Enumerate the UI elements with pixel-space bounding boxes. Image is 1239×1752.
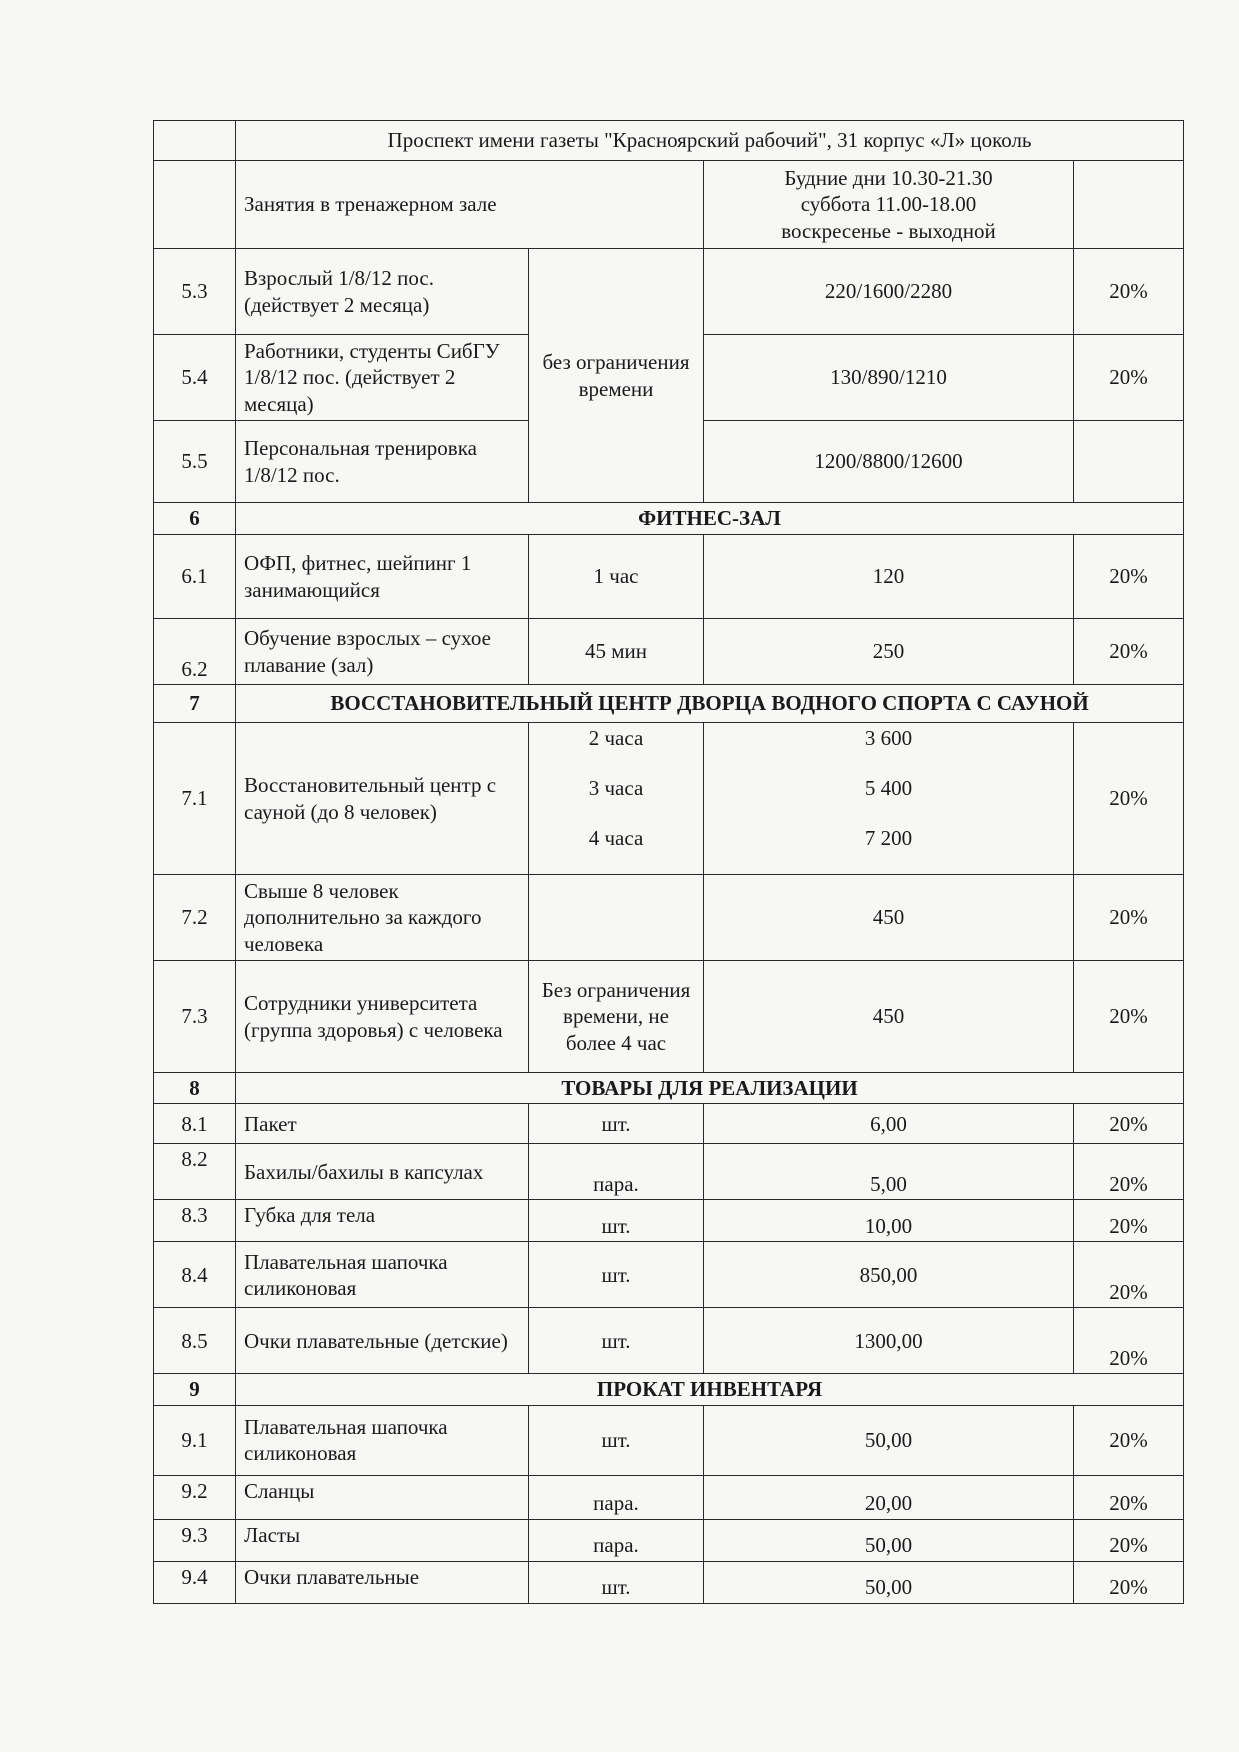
vat-rate: 20% [1074, 1200, 1184, 1242]
vat-rate: 20% [1074, 1405, 1184, 1475]
vat-rate: 20% [1074, 619, 1184, 685]
service-name: ОФП, фитнес, шейпинг 1 занимающийся [236, 535, 529, 619]
item-price: 50,00 [704, 1519, 1074, 1561]
table-row [154, 1308, 1184, 1374]
item-unit: шт. [529, 1561, 704, 1603]
section-row [154, 1073, 1184, 1104]
table-row [154, 1200, 1184, 1242]
empty-cell [154, 121, 236, 161]
section-title: ФИТНЕС-ЗАЛ [236, 503, 1184, 535]
service-price: 120 [704, 535, 1074, 619]
section-title: ВОССТАНОВИТЕЛЬНЫЙ ЦЕНТР ДВОРЦА ВОДНОГО СПОРТА С САУНОЙ [236, 685, 1184, 723]
vat-rate: 20% [1074, 1308, 1184, 1374]
service-unit: 45 мин [529, 619, 704, 685]
item-unit: шт. [529, 1242, 704, 1308]
item-unit: шт. [529, 1200, 704, 1242]
item-name: Пакет [236, 1104, 529, 1144]
table-row [154, 961, 1184, 1073]
row-number: 6.1 [154, 535, 236, 619]
row-number: 7.2 [154, 875, 236, 961]
item-unit: шт. [529, 1308, 704, 1374]
section-title: ПРОКАТ ИНВЕНТАРЯ [236, 1374, 1184, 1405]
vat-rate: 20% [1074, 1242, 1184, 1308]
vat-rate: 20% [1074, 1475, 1184, 1519]
item-price: 50,00 [704, 1405, 1074, 1475]
item-name: Плавательная шапочка силиконовая [236, 1405, 529, 1475]
table-row [154, 875, 1184, 961]
section-row [154, 1374, 1184, 1405]
table-row [154, 249, 1184, 335]
table-row [154, 1144, 1184, 1200]
service-name: Свыше 8 человек дополнительно за каждого человека [236, 875, 529, 961]
item-name: Очки плавательные (детские) [236, 1308, 529, 1374]
item-name: Ласты [236, 1519, 529, 1561]
hours-weekdays: Будние дни 10.30-21.30 [784, 166, 993, 191]
item-unit: пара. [529, 1519, 704, 1561]
row-number: 5.3 [154, 249, 236, 335]
hours-sunday: воскресенье - выходной [781, 218, 996, 243]
row-number: 6.2 [154, 619, 236, 685]
row-number: 8.3 [154, 1200, 236, 1242]
item-name: Бахилы/бахилы в капсулах [236, 1144, 529, 1200]
row-number: 7.1 [154, 723, 236, 875]
service-name: Работники, студенты СибГУ 1/8/12 пос. (действует 2 месяца) [236, 335, 529, 421]
service-price: 130/890/1210 [704, 335, 1074, 421]
vat-rate: 20% [1074, 335, 1184, 421]
row-number: 5.5 [154, 421, 236, 503]
gym-label: Занятия в тренажерном зале [236, 161, 704, 249]
row-number: 8.5 [154, 1308, 236, 1374]
row-number: 5.4 [154, 335, 236, 421]
price-table [153, 120, 1184, 1604]
vat-rate: 20% [1074, 1144, 1184, 1200]
item-name: Губка для тела [236, 1200, 529, 1242]
empty-cell [154, 161, 236, 249]
vat-rate: 20% [1074, 875, 1184, 961]
section-number: 6 [154, 503, 236, 535]
service-price: 3 600 [864, 726, 913, 750]
section-number: 8 [154, 1073, 236, 1104]
section-row [154, 685, 1184, 723]
service-price: 7 200 [864, 826, 913, 850]
item-price: 10,00 [704, 1200, 1074, 1242]
address-text: Проспект имени газеты "Красноярский рабочий", 31 корпус «Л» цоколь [236, 121, 1184, 161]
service-price: 220/1600/2280 [704, 249, 1074, 335]
service-duration: без ограничения времени [529, 249, 704, 503]
table-row [154, 1561, 1184, 1603]
item-unit: пара. [529, 1144, 704, 1200]
item-price: 1300,00 [704, 1308, 1074, 1374]
service-unit: 4 часа [588, 826, 644, 850]
service-price: 5 400 [864, 776, 913, 800]
vat-rate: 20% [1074, 1519, 1184, 1561]
item-name: Плавательная шапочка силиконовая [236, 1242, 529, 1308]
hours-saturday: суббота 11.00-18.00 [800, 192, 977, 217]
service-prices [704, 723, 1074, 875]
vat-rate: 20% [1074, 249, 1184, 335]
item-price: 20,00 [704, 1475, 1074, 1519]
service-unit: 2 часа [588, 726, 644, 750]
service-unit: 3 часа [588, 776, 644, 800]
address-row [154, 121, 1184, 161]
table-row [154, 1475, 1184, 1519]
service-price: 250 [704, 619, 1074, 685]
row-number: 8.1 [154, 1104, 236, 1144]
item-name: Сланцы [236, 1475, 529, 1519]
service-price: 1200/8800/12600 [704, 421, 1074, 503]
row-number: 8.4 [154, 1242, 236, 1308]
table-row [154, 1405, 1184, 1475]
section-number: 7 [154, 685, 236, 723]
row-number: 9.2 [154, 1475, 236, 1519]
item-name: Очки плавательные [236, 1561, 529, 1603]
service-name: Персональная тренировка 1/8/12 пос. [236, 421, 529, 503]
vat-rate: 20% [1074, 723, 1184, 875]
section-row [154, 503, 1184, 535]
service-name: Взрослый 1/8/12 пос. (действует 2 месяца) [236, 249, 529, 335]
item-price: 50,00 [704, 1561, 1074, 1603]
vat-rate: 20% [1074, 1104, 1184, 1144]
section-number: 9 [154, 1374, 236, 1405]
item-price: 850,00 [704, 1242, 1074, 1308]
service-name: Сотрудники университета (группа здоровья) с человека [236, 961, 529, 1073]
table-row [154, 1104, 1184, 1144]
item-unit: шт. [529, 1104, 704, 1144]
item-price: 5,00 [704, 1144, 1074, 1200]
service-unit: 1 час [529, 535, 704, 619]
service-units [529, 723, 704, 875]
section-title: ТОВАРЫ ДЛЯ РЕАЛИЗАЦИИ [236, 1073, 1184, 1104]
row-number: 9.1 [154, 1405, 236, 1475]
row-number: 8.2 [154, 1144, 236, 1200]
table-row [154, 1519, 1184, 1561]
service-unit [529, 875, 704, 961]
service-price: 450 [704, 961, 1074, 1073]
vat-rate: 20% [1074, 535, 1184, 619]
row-number: 7.3 [154, 961, 236, 1073]
table-row [154, 619, 1184, 685]
table-row [154, 1242, 1184, 1308]
table-row [154, 535, 1184, 619]
vat-rate: 20% [1074, 961, 1184, 1073]
empty-cell [1074, 161, 1184, 249]
service-name: Восстановительный центр с сауной (до 8 человек) [236, 723, 529, 875]
row-number: 9.3 [154, 1519, 236, 1561]
item-unit: шт. [529, 1405, 704, 1475]
row-number: 9.4 [154, 1561, 236, 1603]
gym-hours [704, 161, 1074, 249]
service-price: 450 [704, 875, 1074, 961]
service-unit: Без ограничения времени, не более 4 час [529, 961, 704, 1073]
item-price: 6,00 [704, 1104, 1074, 1144]
vat-rate [1074, 421, 1184, 503]
item-unit: пара. [529, 1475, 704, 1519]
vat-rate: 20% [1074, 1561, 1184, 1603]
gym-header-row [154, 161, 1184, 249]
table-row [154, 723, 1184, 875]
service-name: Обучение взрослых – сухое плавание (зал) [236, 619, 529, 685]
